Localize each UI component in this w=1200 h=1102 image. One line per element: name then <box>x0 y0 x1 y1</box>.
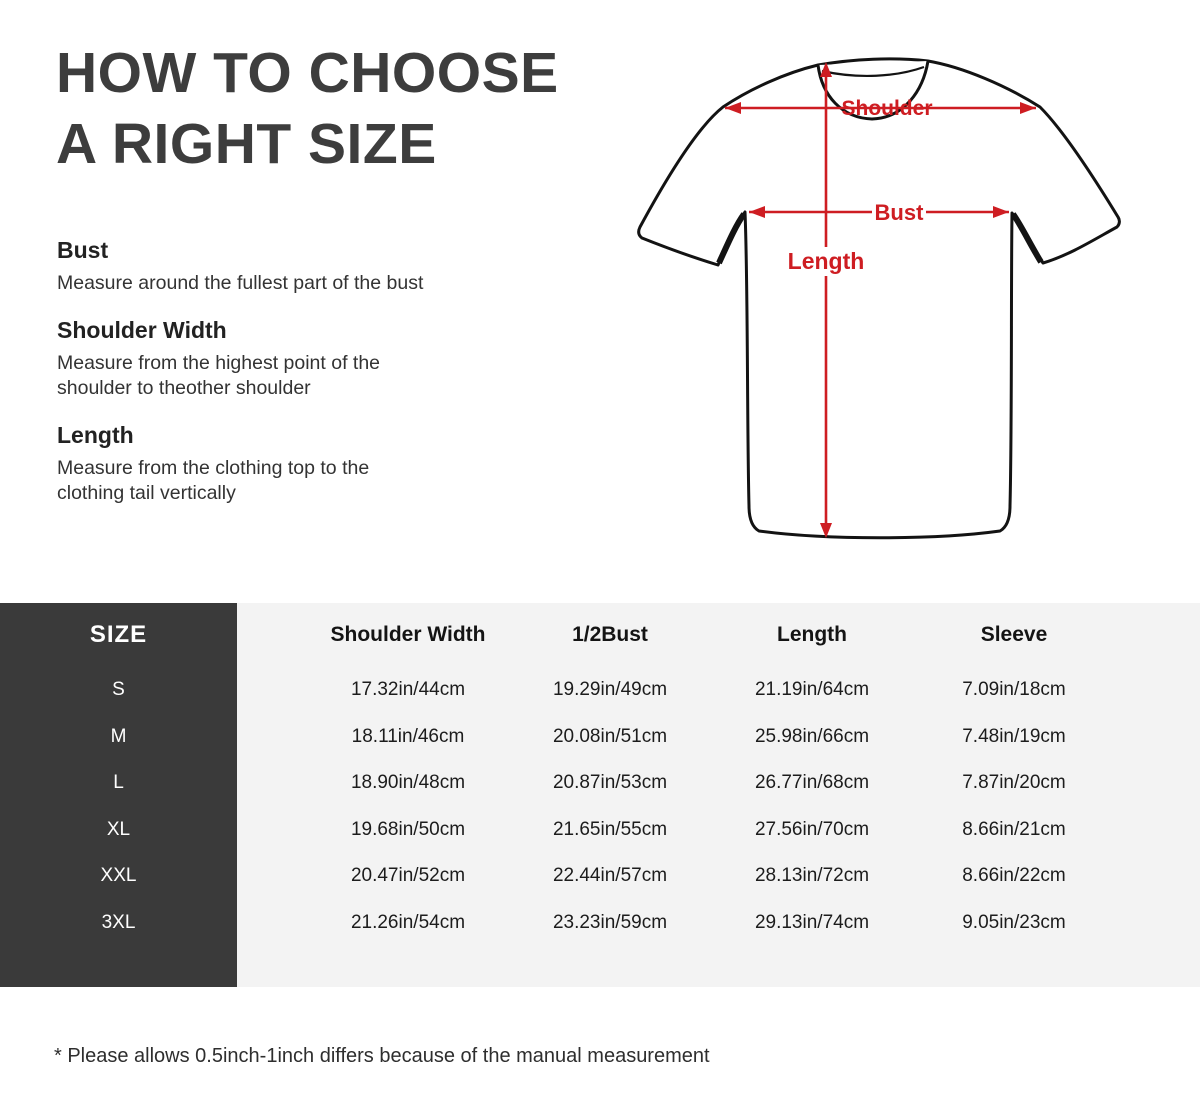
table-cell: 23.23in/59cm <box>552 911 668 933</box>
tshirt-diagram-graphic <box>615 28 1135 563</box>
guide-text: clothing tail vertically <box>57 482 236 504</box>
table-cell: 19.29in/49cm <box>552 679 668 701</box>
table-cell: 20.47in/52cm <box>350 865 466 887</box>
size-column-header: SIZE <box>89 621 148 648</box>
page-title <box>56 38 559 179</box>
table-cell: 8.66in/21cm <box>962 818 1066 840</box>
size-label-m: M <box>110 725 127 747</box>
guide-text: Measure from the highest point of the <box>57 352 381 374</box>
table-cell: 8.66in/22cm <box>962 865 1066 887</box>
size-label-xl: XL <box>106 818 131 840</box>
table-cell: 21.26in/54cm <box>350 911 466 933</box>
guide-section-shoulder-width <box>57 317 627 401</box>
guide-section-bust <box>57 237 627 296</box>
size-label-l: L <box>113 772 124 794</box>
size-table-body <box>237 603 1200 987</box>
table-cell: 19.68in/50cm <box>350 818 466 840</box>
column-header-sleeve: Sleeve <box>980 623 1048 646</box>
guide-heading-shoulder-width: Shoulder Width <box>57 317 227 343</box>
table-cell: 20.87in/53cm <box>552 772 668 794</box>
table-cell: 22.44in/57cm <box>552 865 668 887</box>
tshirt-measurement-diagram <box>615 28 1135 563</box>
guide-heading-bust: Bust <box>57 237 109 263</box>
table-cell: 21.19in/64cm <box>754 679 870 701</box>
table-cell: 17.32in/44cm <box>350 679 466 701</box>
guide-heading-length: Length <box>57 422 134 448</box>
size-label-s: S <box>112 679 125 701</box>
page-title-line1: HOW TO CHOOSE <box>56 41 559 105</box>
column-header-shoulder-width: Shoulder Width <box>330 623 486 646</box>
bust-arrow-label: Bust <box>874 200 924 225</box>
measurement-disclaimer: * Please allows 0.5inch-1inch differs because of the manual measurement <box>54 1045 710 1067</box>
table-cell: 7.48in/19cm <box>962 725 1066 747</box>
table-cell: 9.05in/23cm <box>962 911 1066 933</box>
guide-section-length <box>57 422 627 506</box>
column-header-half-bust: 1/2Bust <box>572 623 648 646</box>
table-cell: 26.77in/68cm <box>754 772 870 794</box>
size-label-xxl: XXL <box>100 865 137 887</box>
table-cell: 29.13in/74cm <box>754 911 870 933</box>
table-cell: 18.11in/46cm <box>351 725 465 747</box>
table-cell: 20.08in/51cm <box>552 725 668 747</box>
measure-guide <box>57 225 627 506</box>
table-cell: 25.98in/66cm <box>754 725 870 747</box>
column-header-length: Length <box>777 623 847 646</box>
page-title-line2: A RIGHT SIZE <box>56 111 437 176</box>
guide-text: shoulder to theother shoulder <box>57 377 311 399</box>
size-column <box>0 603 237 987</box>
table-cell: 21.65in/55cm <box>552 818 668 840</box>
table-cell: 18.90in/48cm <box>350 772 466 794</box>
shoulder-arrow-label: Shoulder <box>841 97 933 120</box>
length-arrow-label: Length <box>787 248 865 274</box>
table-cell: 28.13in/72cm <box>754 865 870 887</box>
guide-text: Measure around the fullest part of the bust <box>57 272 424 294</box>
table-cell: 27.56in/70cm <box>754 818 870 840</box>
guide-text: Measure from the clothing top to the <box>57 457 370 479</box>
table-cell: 7.87in/20cm <box>962 772 1066 794</box>
size-label-3xl: 3XL <box>101 911 136 933</box>
size-chart-table <box>0 603 1200 987</box>
tshirt-outline <box>639 59 1120 538</box>
table-cell: 7.09in/18cm <box>962 679 1066 701</box>
